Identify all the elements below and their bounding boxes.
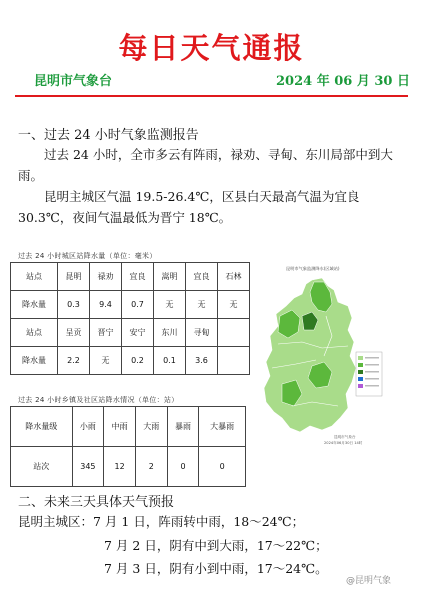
table-cell: 0.2 [122,347,154,375]
table-cell: 站点 [11,319,58,347]
section1-para1: 过去 24 小时，全市多云有阵雨，禄劝、寻甸、东川局部中到大雨。 [18,147,393,183]
table-cell: 安宁 [122,319,154,347]
table-cell: 大暴雨 [199,407,246,447]
table-cell [217,347,249,375]
table-cell: 9.4 [90,291,122,319]
legend-swatch [358,384,363,388]
table-cell: 嵩明 [154,263,186,291]
table-cell: 降水量级 [11,407,73,447]
section2-heading: 二、未来三天具体天气预报 [18,495,175,510]
legend-text-line [365,385,379,387]
table-cell: 宜良 [185,263,217,291]
legend-swatch [358,356,363,360]
map-footer-org: 昆明市气象台 [334,435,356,439]
table-cell: 东川 [154,319,186,347]
map-title: 昆明市气象监测降水(区域站) [286,266,340,271]
section1-heading: 一、过去 24 小时气象监测报告 [18,128,199,143]
table-cell: 0.3 [58,291,90,319]
watermark: @昆明气象 [346,576,392,586]
table-cell: 禄劝 [90,263,122,291]
table-cell: 无 [90,347,122,375]
table-row [11,347,250,375]
forecast-line: 昆明主城区：7 月 1 日，阵雨转中雨，18～24℃； [18,514,305,529]
table-cell: 3.6 [185,347,217,375]
table-cell: 宜良 [122,263,154,291]
table-cell: 站点 [11,263,58,291]
table-cell: 大雨 [135,407,167,447]
legend-swatch [358,370,363,374]
table-cell: 2.2 [58,347,90,375]
page-title: 每日天气通报 [118,31,305,65]
table-cell: 345 [72,447,104,487]
table-row [11,263,250,291]
section1-para2: 昆明主城区气温 19.5-26.4℃，区县白天最高气温为宜良 30.3℃，夜间气温最低为晋宁 18℃。 [18,189,360,225]
table-row [11,407,246,447]
legend-text-line [365,371,379,373]
report-date: 2024 年 06 月 30 日 [276,74,410,89]
table-cell: 晋宁 [90,319,122,347]
table-cell: 0.7 [122,291,154,319]
table-cell: 暴雨 [167,407,199,447]
table-cell [217,319,249,347]
table-row [11,319,250,347]
table-cell: 小雨 [72,407,104,447]
legend-text-line [365,357,379,359]
forecast-line: 7 月 2 日，阴有中到大雨，17～22℃； [104,538,328,553]
table-cell: 站次 [11,447,73,487]
table-cell: 石林 [217,263,249,291]
table-cell: 无 [217,291,249,319]
forecast-line: 7 月 3 日，阴有小到中雨，17～24℃。 [104,561,328,576]
org-name: 昆明市气象台 [34,74,113,89]
station-table [10,406,246,487]
table-cell: 昆明 [58,263,90,291]
table-cell: 2 [135,447,167,487]
table-cell: 0 [167,447,199,487]
table-cell: 寻甸 [185,319,217,347]
header-divider [15,95,408,97]
legend-text-line [365,378,379,380]
table-cell: 呈贡 [58,319,90,347]
table-cell: 降水量 [11,347,58,375]
table-cell: 降水量 [11,291,58,319]
table-cell: 0.1 [154,347,186,375]
table-cell: 无 [154,291,186,319]
legend-swatch [358,377,363,381]
map-footer-date: 2024年06月30日 14时 [324,441,363,445]
legend-text-line [365,364,379,366]
table-cell: 12 [104,447,136,487]
precipitation-map [252,256,386,450]
station-table-caption: 过去 24 小时乡镇及社区站降水情况（单位：站） [18,396,179,404]
table-row [11,291,250,319]
table-cell: 0 [199,447,246,487]
legend-swatch [358,363,363,367]
table-cell: 无 [185,291,217,319]
rain-table-caption: 过去 24 小时城区站降水量（单位：毫米） [18,252,157,260]
table-row [11,447,246,487]
table-cell: 中雨 [104,407,136,447]
rain-table [10,262,250,375]
